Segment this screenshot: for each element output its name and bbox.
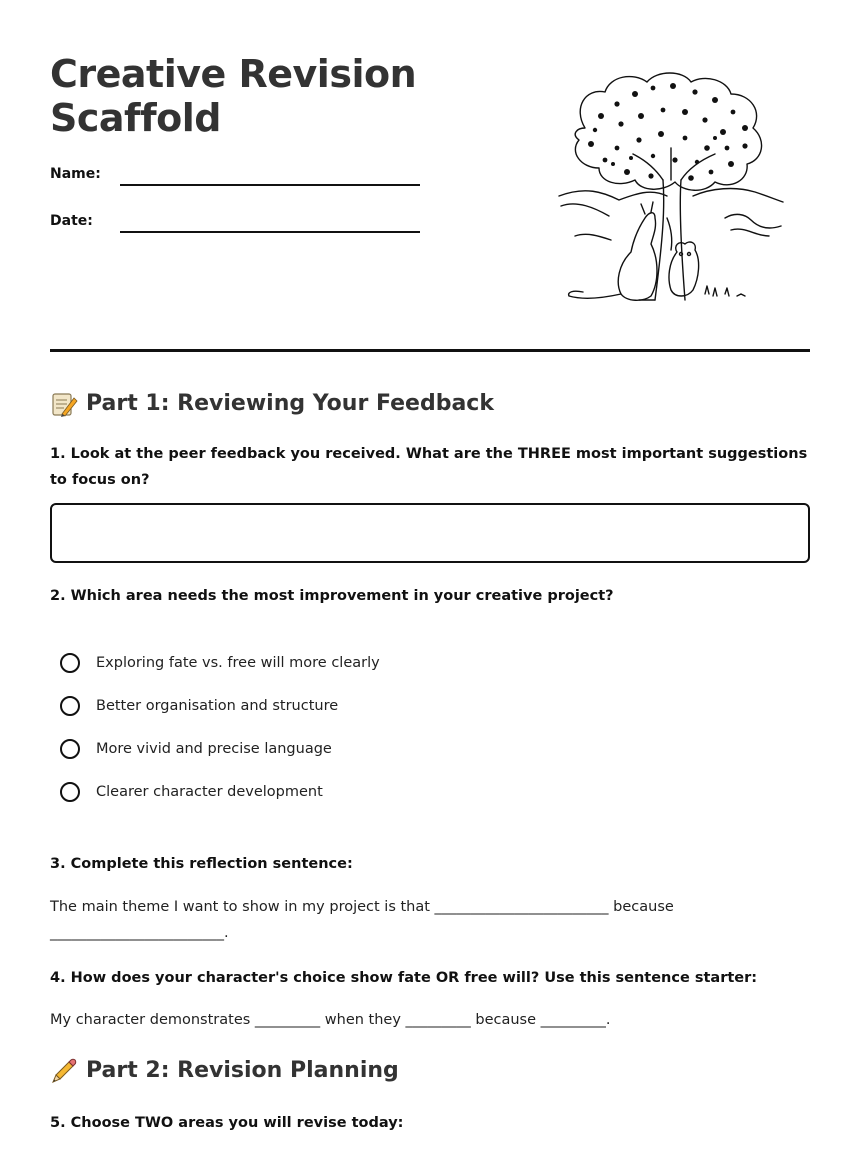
option-character-development[interactable] (60, 779, 323, 805)
part1-title: Part 1: Reviewing Your Feedback (86, 391, 494, 416)
question-1-answer-box[interactable] (50, 503, 810, 563)
name-label: Name: (50, 166, 101, 182)
date-label: Date: (50, 213, 93, 229)
option-label: Exploring fate vs. free will more clearly (96, 655, 380, 671)
option-label: More vivid and precise language (96, 741, 332, 757)
name-field-row (50, 166, 430, 190)
tree-kangaroo-koala-illustration (555, 68, 785, 306)
pencil-icon (50, 1057, 78, 1085)
question-4: 4. How does your character's choice show fate OR free will? Use this sentence starter: (50, 970, 758, 986)
radio-button[interactable] (60, 739, 80, 759)
date-input-line[interactable] (120, 231, 420, 233)
worksheet-title: Creative Revision Scaffold (50, 52, 417, 140)
option-vivid-language[interactable] (60, 736, 332, 762)
radio-button[interactable] (60, 653, 80, 673)
section-divider (50, 349, 810, 352)
memo-icon (50, 390, 78, 418)
question-1: 1. Look at the peer feedback you received. What are the THREE most important suggestions to focus on? (50, 446, 808, 488)
part1-heading (50, 390, 494, 418)
question-4-sentence: My character demonstrates _________ when they _________ because _________. (50, 1012, 611, 1028)
name-input-line[interactable] (120, 184, 420, 186)
question-2: 2. Which area needs the most improvement in your creative project? (50, 588, 614, 604)
part2-title: Part 2: Revision Planning (86, 1058, 399, 1083)
option-organisation-structure[interactable] (60, 693, 338, 719)
question-3: 3. Complete this reflection sentence: (50, 856, 353, 872)
question-5: 5. Choose TWO areas you will revise today: (50, 1115, 404, 1131)
question-3-sentence: The main theme I want to show in my project is that ________________________ because ________________________. (50, 899, 674, 941)
option-label: Clearer character development (96, 784, 323, 800)
radio-button[interactable] (60, 782, 80, 802)
option-fate-vs-free-will[interactable] (60, 650, 380, 676)
part2-heading (50, 1057, 399, 1085)
date-field-row (50, 213, 430, 237)
radio-button[interactable] (60, 696, 80, 716)
option-label: Better organisation and structure (96, 698, 339, 714)
